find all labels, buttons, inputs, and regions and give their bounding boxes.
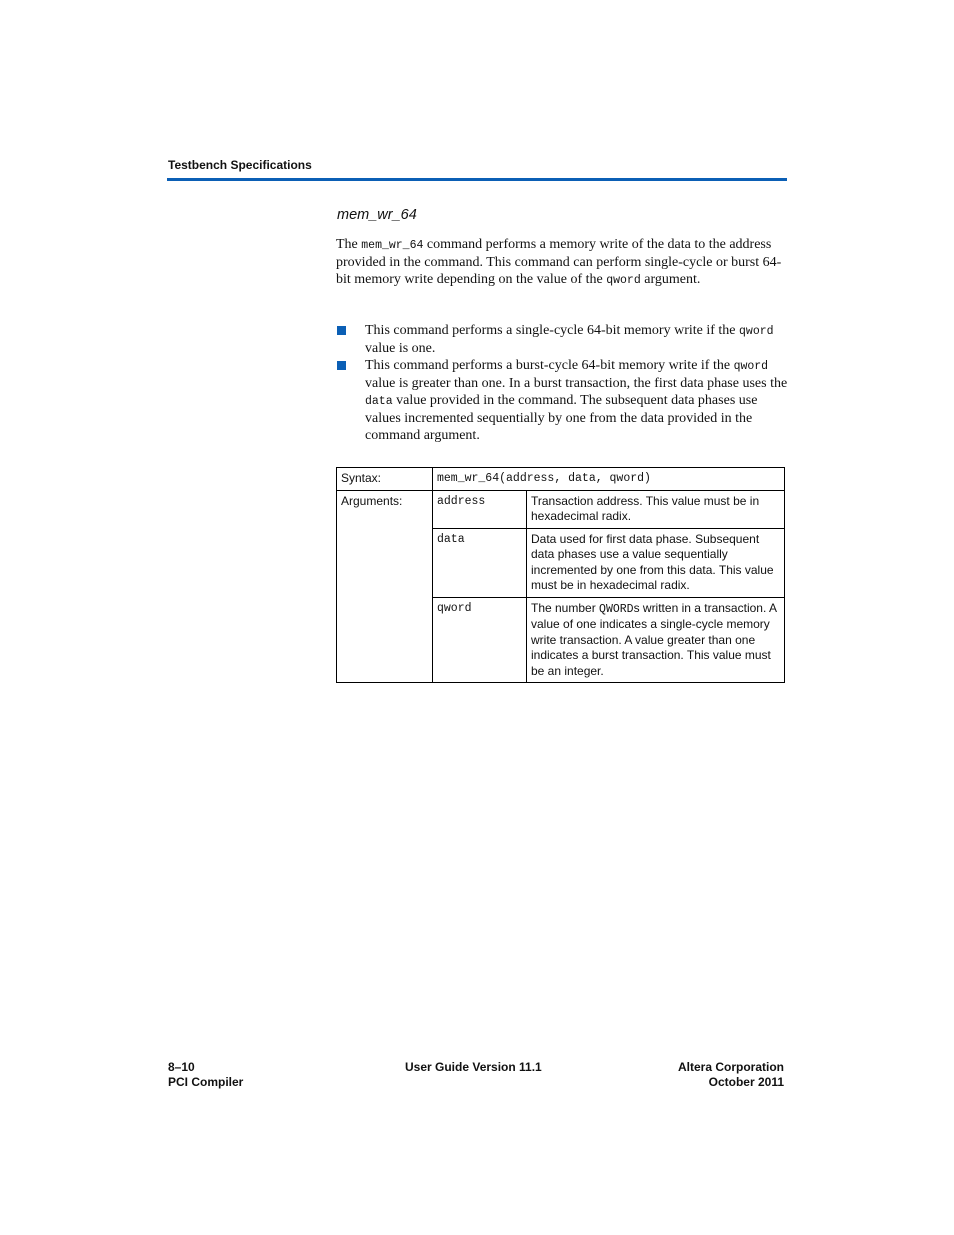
bullet-text: value is greater than one. In a burst transaction, the first data phase uses the bbox=[365, 376, 788, 391]
syntax-value-cell: mem_wr_64(address, data, qword) bbox=[433, 468, 785, 491]
bullet-list bbox=[336, 322, 788, 444]
bullet-code: data bbox=[365, 395, 393, 408]
section-title: mem_wr_64 bbox=[337, 207, 417, 223]
argument-desc-text: The number bbox=[531, 600, 600, 615]
bullet-text: value is one. bbox=[365, 341, 436, 356]
intro-text-2: command performs a memory write of the data to the address provided in the command. This command can perform single-cycle or burst 64-bit memory write depending on the value of the bbox=[336, 237, 782, 287]
argument-desc-cell bbox=[527, 597, 785, 683]
page-number: 8–10 bbox=[168, 1060, 195, 1074]
argument-desc-cell: Transaction address. This value must be in hexadecimal radix. bbox=[527, 490, 785, 528]
square-bullet-icon bbox=[337, 326, 346, 335]
square-bullet-icon bbox=[337, 361, 346, 370]
list-item bbox=[336, 322, 788, 357]
argument-desc-text: s written in a transaction. A value of one indicates a single-cycle memory write transaction. A value greater than one indicates a burst transaction. This value must be an integer. bbox=[531, 600, 777, 678]
company-name: Altera Corporation bbox=[677, 1060, 784, 1074]
bullet-text: value provided in the command. The subsequent data phases use values incremented sequentially by one from the data provided in the command argument. bbox=[365, 393, 758, 443]
table-row bbox=[337, 490, 785, 528]
bullet-code: qword bbox=[739, 325, 774, 338]
argument-desc-code: QWORD bbox=[599, 602, 634, 616]
intro-text-3: argument. bbox=[640, 272, 701, 287]
argument-name-cell: qword bbox=[433, 597, 527, 683]
running-header: Testbench Specifications bbox=[168, 158, 312, 172]
publication-date: October 2011 bbox=[708, 1075, 784, 1089]
intro-text-1: The bbox=[336, 237, 362, 252]
syntax-label-cell: Syntax: bbox=[337, 468, 433, 491]
header-rule bbox=[167, 178, 787, 181]
footer-guide-version: User Guide Version 11.1 bbox=[405, 1060, 542, 1074]
bullet-text: This command performs a single-cycle 64-bit memory write if the bbox=[365, 323, 740, 338]
intro-paragraph bbox=[336, 236, 786, 289]
argument-desc-cell: Data used for first data phase. Subsequent data phases use a value sequentially incremented by one from this data. This value must be in hexadecimal radix. bbox=[527, 528, 785, 597]
footer-right bbox=[678, 1060, 784, 1090]
list-item bbox=[336, 357, 788, 444]
table-row bbox=[337, 468, 785, 491]
argument-name-cell: address bbox=[433, 490, 527, 528]
arguments-label-cell: Arguments: bbox=[337, 490, 433, 683]
argument-name-cell: data bbox=[433, 528, 527, 597]
bullet-code: qword bbox=[733, 360, 769, 373]
intro-code-command: mem_wr_64 bbox=[361, 239, 424, 252]
intro-code-qword: qword bbox=[606, 274, 641, 287]
syntax-table bbox=[336, 467, 785, 683]
bullet-text: This command performs a burst-cycle 64-bit memory write if the bbox=[365, 358, 734, 373]
footer-left bbox=[168, 1060, 243, 1090]
product-name: PCI Compiler bbox=[168, 1075, 244, 1089]
